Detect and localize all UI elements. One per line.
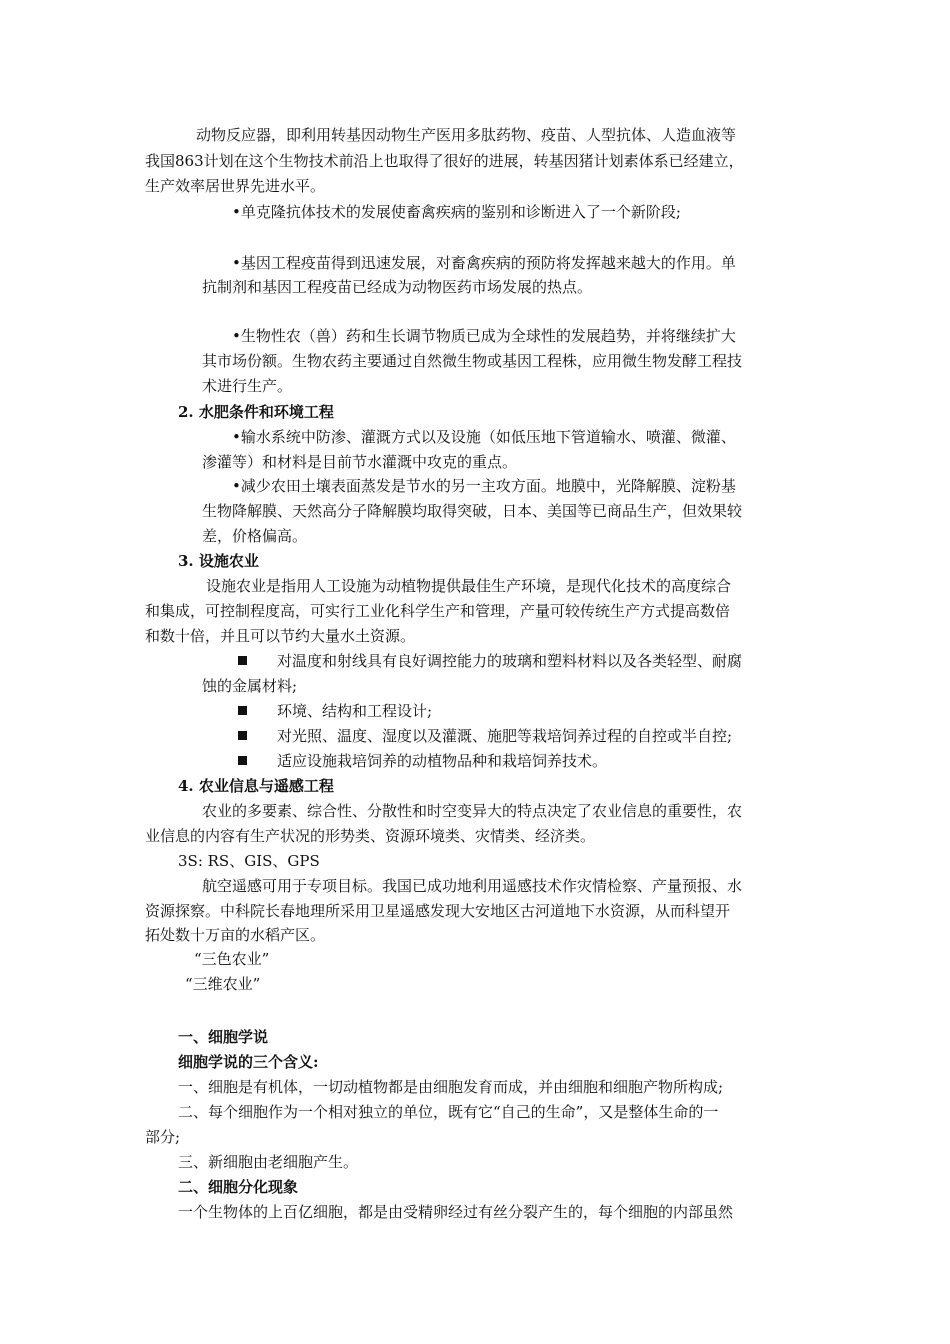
section-heading: 一、细胞学说 [178, 1028, 269, 1046]
bullet-line: •基因工程疫苗得到迅速发展，对畜禽疾病的预防将发挥越来越大的作用。单 [232, 254, 736, 272]
paragraph-line: 术进行生产。 [202, 377, 293, 395]
square-bullet-icon [238, 731, 247, 740]
paragraph-line: 三、新细胞由老细胞产生。 [178, 1153, 359, 1171]
list-item [238, 651, 742, 671]
paragraph-line: 资源探察。中科院长春地理所采用卫星遥感发现大安地区古河道地下水资源，从而科望开 [145, 902, 731, 920]
list-item [238, 751, 607, 771]
section-heading: 二、细胞分化现象 [178, 1178, 299, 1196]
paragraph-line: 航空遥感可用于专项目标。我国已成功地利用遥感技术作灾情检察、产量预报、水 [202, 877, 743, 895]
paragraph-line: 渗灌等）和材料是目前节水灌溉中攻克的重点。 [202, 453, 518, 471]
paragraph-line: 一个生物体的上百亿细胞，都是由受精卵经过有丝分裂产生的，每个细胞的内部虽然 [178, 1203, 734, 1221]
paragraph-line: 部分; [145, 1128, 181, 1146]
list-item-text: 对光照、温度、湿度以及灌溉、施肥等栽培饲养过程的自控或半自控; [277, 727, 733, 745]
paragraph-line: 二、每个细胞作为一个相对独立的单位，既有它“自己的生命”，又是整体生命的一 [178, 1103, 719, 1121]
paragraph-line: 3S: RS、GIS、GPS [178, 852, 320, 870]
list-item [238, 701, 432, 721]
bullet-line: •单克隆抗体技术的发展使畜禽疾病的鉴别和诊断进入了一个新阶段; [232, 203, 681, 221]
list-item [238, 726, 732, 746]
paragraph-line: 和集成，可控制程度高，可实行工业化科学生产和管理，产量可较传统生产方式提高数倍 [145, 602, 731, 620]
chapter-heading [222, 998, 268, 1022]
paragraph-line: 抗制剂和基因工程疫苗已经成为动物医药市场发展的热点。 [202, 278, 593, 296]
paragraph-line: “三色农业” [194, 950, 270, 968]
paragraph-line: 差，价格偏高。 [202, 527, 308, 545]
bullet-line: •生物性农（兽）药和生长调节物质已成为全球性的发展趋势，并将继续扩大 [232, 327, 736, 345]
square-bullet-icon [238, 706, 247, 715]
paragraph-line: 动物反应器，即利用转基因动物生产医用多肽药物、疫苗、人型抗体、人造血液等 [196, 126, 737, 144]
bullet-line: •减少农田土壤表面蒸发是节水的另一主攻方面。地膜中，光降解膜、淀粉基 [232, 477, 736, 495]
list-item-text: 对温度和射线具有良好调控能力的玻璃和塑料材料以及各类轻型、耐腐 [277, 652, 743, 670]
paragraph-line: 我国863计划在这个生物技术前沿上也取得了很好的进展，转基因猪计划素体系已经建立， [145, 152, 744, 170]
paragraph-line: 蚀的金属材料; [202, 677, 298, 695]
section-heading: 2. 水肥条件和环境工程 [178, 403, 334, 421]
paragraph-line: 拓处数十万亩的水稻产区。 [145, 926, 326, 944]
paragraph-line: 设施农业是指用人工设施为动植物提供最佳生产环境，是现代化技术的高度综合 [206, 577, 732, 595]
paragraph-line: “三维农业” [185, 975, 261, 993]
paragraph-line: 业信息的内容有生产状况的形势类、资源环境类、灾情类、经济类。 [145, 827, 596, 845]
paragraph-line: 生物降解膜、天然高分子降解膜均取得突破，日本、美国等已商品生产，但效果较 [202, 502, 743, 520]
section-heading: 4. 农业信息与遥感工程 [178, 777, 334, 795]
paragraph-line: 生产效率居世界先进水平。 [145, 177, 326, 195]
square-bullet-icon [238, 656, 247, 665]
paragraph-line: 和数十倍，并且可以节约大量水土资源。 [145, 627, 416, 645]
list-item-text: 环境、结构和工程设计; [277, 702, 433, 720]
section-heading: 3. 设施农业 [178, 552, 259, 570]
list-item-text: 适应设施栽培饲养的动植物品种和栽培饲养技术。 [277, 752, 608, 770]
paragraph-line: 农业的多要素、综合性、分散性和时空变异大的特点决定了农业信息的重要性，农 [202, 802, 743, 820]
paragraph-line: 其市场份额。生物农药主要通过自然微生物或基因工程株，应用微生物发酵工程技 [202, 352, 743, 370]
bullet-line: •输水系统中防渗、灌溉方式以及设施（如低压地下管道输水、喷灌、微灌、 [232, 428, 736, 446]
paragraph-line: 一、细胞是有机体，一切动植物都是由细胞发育而成，并由细胞和细胞产物所构成; [178, 1078, 724, 1096]
square-bullet-icon [238, 756, 247, 765]
section-heading: 细胞学说的三个含义: [178, 1053, 319, 1071]
